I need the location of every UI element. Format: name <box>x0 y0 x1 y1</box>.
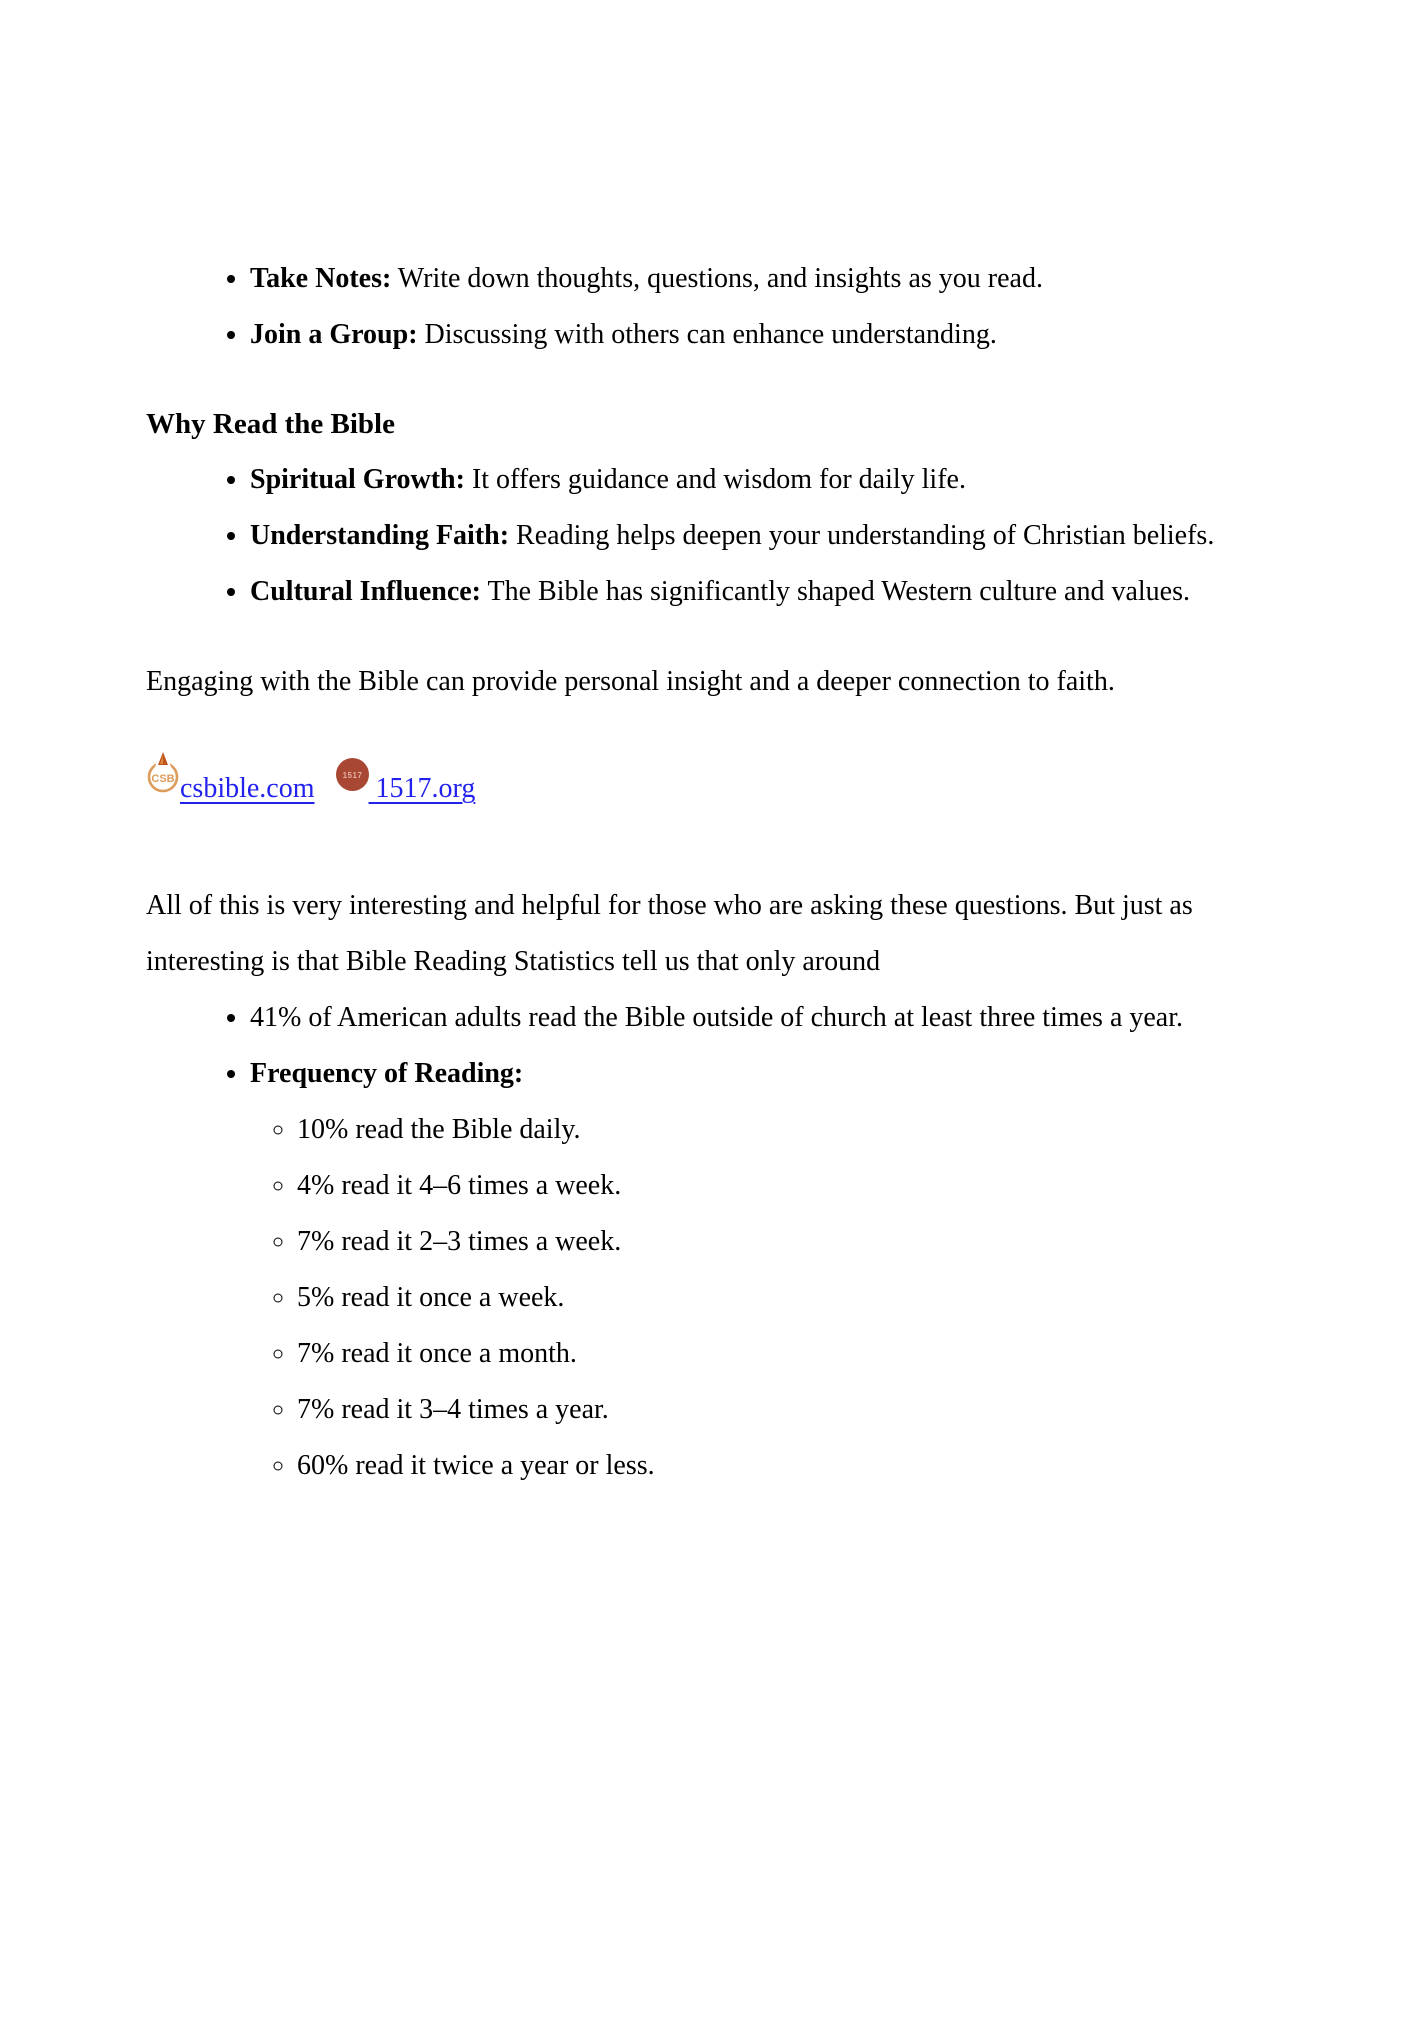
list-item-spiritual-growth <box>250 452 1243 508</box>
reading-tips-list <box>146 251 1243 363</box>
list-item-lead: Join a Group: <box>250 319 418 350</box>
list-item-41-percent <box>250 990 1243 1046</box>
sublist-item-3-4-year: ◦ 7% read it 3–4 times a year. <box>297 1382 1243 1438</box>
1517-icon-label: 1517 <box>342 771 362 780</box>
list-item-understanding-faith <box>250 508 1243 564</box>
list-item-lead: Spiritual Growth: <box>250 464 465 495</box>
frequency-sublist <box>250 1102 1243 1494</box>
paragraph-stats-intro: All of this is very interesting and helpful for those who are asking these questions. But just as interesting is that Bible Reading Statistics tell us that only around <box>146 890 1193 977</box>
csb-compass-icon <box>146 751 180 793</box>
list-item-lead: Frequency of Reading: <box>250 1058 524 1089</box>
sublist-item-once-month: ◦ 7% read it once a month. <box>297 1326 1243 1382</box>
list-item-text: It offers guidance and wisdom for daily life. <box>464 464 966 495</box>
sublist-item-4-6-week: ◦ 4% read it 4–6 times a week. <box>297 1158 1243 1214</box>
source-links-line <box>146 751 1243 817</box>
1517-circle-icon <box>336 758 369 791</box>
list-item-text: The Bible has significantly shaped Western culture and values. <box>481 576 1190 607</box>
list-item-text: Reading helps deepen your understanding of Christian beliefs. <box>509 520 1215 551</box>
list-item-lead: Take Notes: <box>250 263 392 294</box>
list-item-join-group <box>250 307 1243 363</box>
csbible-favicon-link[interactable] <box>146 751 180 817</box>
sublist-item-2-3-week: ◦ 7% read it 2–3 times a week. <box>297 1214 1243 1270</box>
list-item-cultural-influence <box>250 564 1243 620</box>
sublist-item-twice-year: ◦ 60% read it twice a year or less. <box>297 1438 1243 1494</box>
list-item-take-notes <box>250 251 1243 307</box>
sublist-item-daily: ◦ 10% read the Bible daily. <box>297 1102 1243 1158</box>
sublist-item-once-week: ◦ 5% read it once a week. <box>297 1270 1243 1326</box>
list-item-text: Discussing with others can enhance understanding. <box>417 319 997 350</box>
1517-link[interactable]: 1517.org <box>368 773 476 804</box>
stats-list <box>146 990 1243 1494</box>
1517-favicon-link[interactable] <box>336 758 369 817</box>
list-item-lead: Cultural Influence: <box>250 576 481 607</box>
csbible-link[interactable]: csbible.com <box>180 773 315 804</box>
section-heading-why-read: Why Read the Bible <box>146 408 395 440</box>
why-read-list <box>146 452 1243 620</box>
list-item-text: Write down thoughts, questions, and insights as you read. <box>391 263 1043 294</box>
paragraph-engaging: Engaging with the Bible can provide personal insight and a deeper connection to faith. <box>146 666 1115 697</box>
list-item-text: 41% of American adults read the Bible outside of church at least three times a year. <box>250 1002 1184 1033</box>
list-item-frequency <box>250 1046 1243 1494</box>
csb-icon-label: CSB <box>151 773 175 785</box>
list-item-lead: Understanding Faith: <box>250 520 510 551</box>
